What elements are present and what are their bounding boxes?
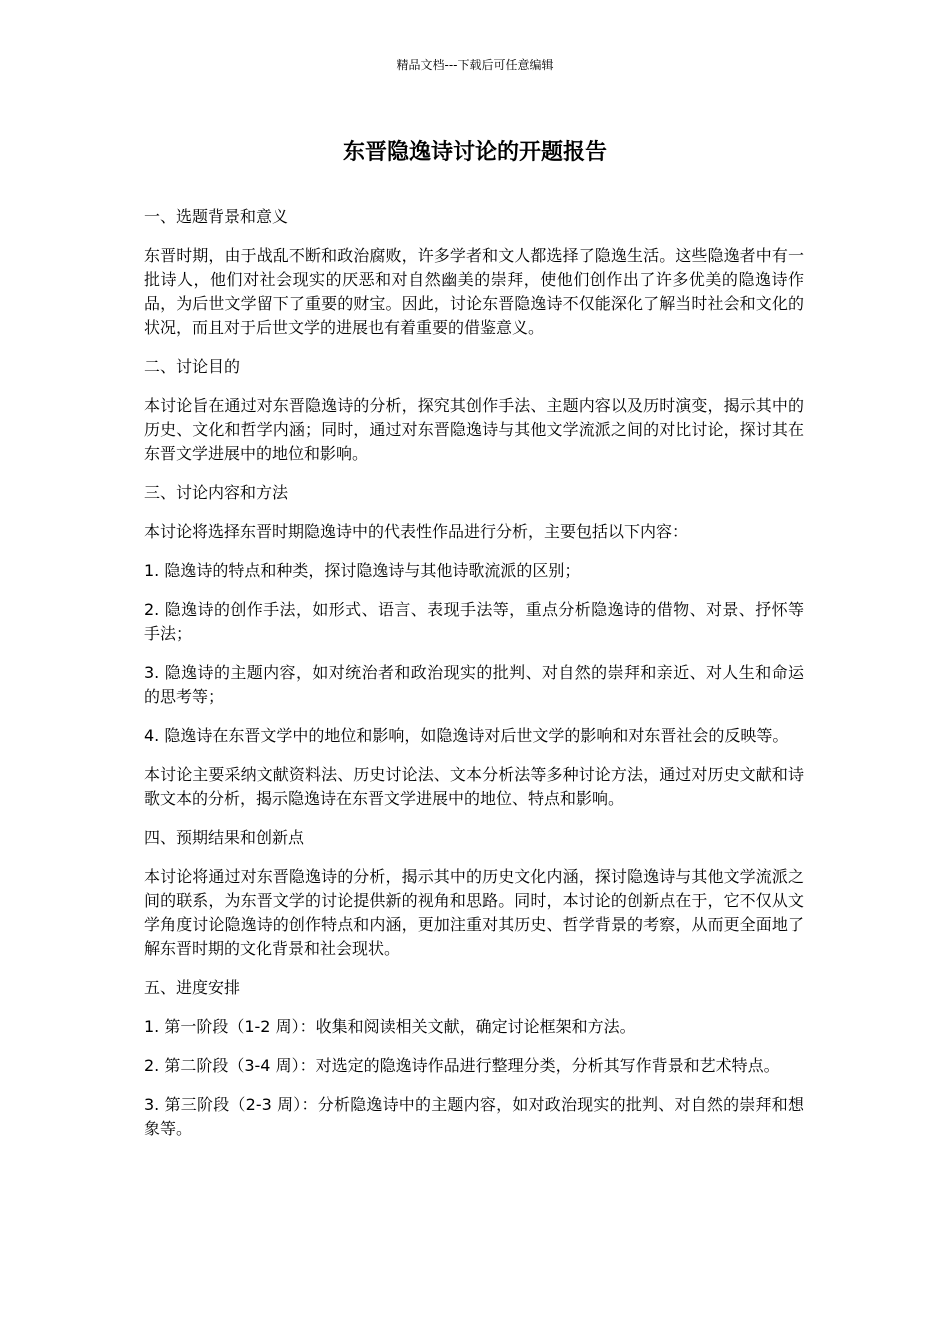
document-body — [144, 205, 804, 1156]
header-note: 精品文档---下载后可任意编辑 — [396, 58, 554, 72]
section-heading-schedule: 五、进度安排 — [144, 978, 241, 997]
paragraph-purpose: 本讨论旨在通过对东晋隐逸诗的分析，探究其创作手法、主题内容以及历时演变，揭示其中的历史、文化和哲学内涵；同时，通过对东晋隐逸诗与其他文学流派之间的对比讨论，探讨其在东晋文学进展中的地位和影响。 — [144, 396, 804, 463]
document-title: 东晋隐逸诗讨论的开题报告 — [342, 140, 607, 165]
list-item-content-3: 3. 隐逸诗的主题内容，如对统治者和政治现实的批判、对自然的崇拜和亲近、对人生和命运的思考等； — [144, 663, 804, 706]
section-heading-purpose: 二、讨论目的 — [144, 357, 241, 376]
section-heading-expected-results: 四、预期结果和创新点 — [144, 828, 305, 847]
section-heading-content-method: 三、讨论内容和方法 — [144, 483, 289, 502]
list-item-schedule-3: 3. 第三阶段（2-3 周）：分析隐逸诗中的主题内容，如对政治现实的批判、对自然的崇拜和想象等。 — [144, 1095, 804, 1138]
list-item-schedule-1: 1. 第一阶段（1-2 周）：收集和阅读相关文献，确定讨论框架和方法。 — [144, 1017, 636, 1036]
paragraph-expected-results: 本讨论将通过对东晋隐逸诗的分析，揭示其中的历史文化内涵，探讨隐逸诗与其他文学流派之间的联系，为东晋文学的讨论提供新的视角和思路。同时，本讨论的创新点在于，它不仅从文学角度讨论隐逸诗的创作特点和内涵，更加注重对其历史、哲学背景的考察，从而更全面地了解东晋时期的文化背景和社会现状。 — [144, 867, 804, 958]
paragraph-method: 本讨论主要采纳文献资料法、历史讨论法、文本分析法等多种讨论方法，通过对历史文献和诗歌文本的分析，揭示隐逸诗在东晋文学进展中的地位、特点和影响。 — [144, 765, 804, 808]
section-heading-background: 一、选题背景和意义 — [144, 207, 289, 226]
list-item-content-1: 1. 隐逸诗的特点和种类，探讨隐逸诗与其他诗歌流派的区别； — [144, 561, 581, 580]
list-item-schedule-2: 2. 第二阶段（3-4 周）：对选定的隐逸诗作品进行整理分类，分析其写作背景和艺术特点。 — [144, 1056, 780, 1075]
paragraph-content-intro: 本讨论将选择东晋时期隐逸诗中的代表性作品进行分析，主要包括以下内容： — [144, 522, 689, 541]
list-item-content-2: 2. 隐逸诗的创作手法，如形式、语言、表现手法等，重点分析隐逸诗的借物、对景、抒怀等手法； — [144, 600, 804, 643]
paragraph-background: 东晋时期，由于战乱不断和政治腐败，许多学者和文人都选择了隐逸生活。这些隐逸者中有一批诗人，他们对社会现实的厌恶和对自然幽美的崇拜，使他们创作出了许多优美的隐逸诗作品，为后世文学留下了重要的财宝。因此，讨论东晋隐逸诗不仅能深化了解当时社会和文化的状况，而且对于后世文学的进展也有着重要的借鉴意义。 — [144, 246, 804, 337]
list-item-content-4: 4. 隐逸诗在东晋文学中的地位和影响，如隐逸诗对后世文学的影响和对东晋社会的反映等。 — [144, 726, 789, 745]
